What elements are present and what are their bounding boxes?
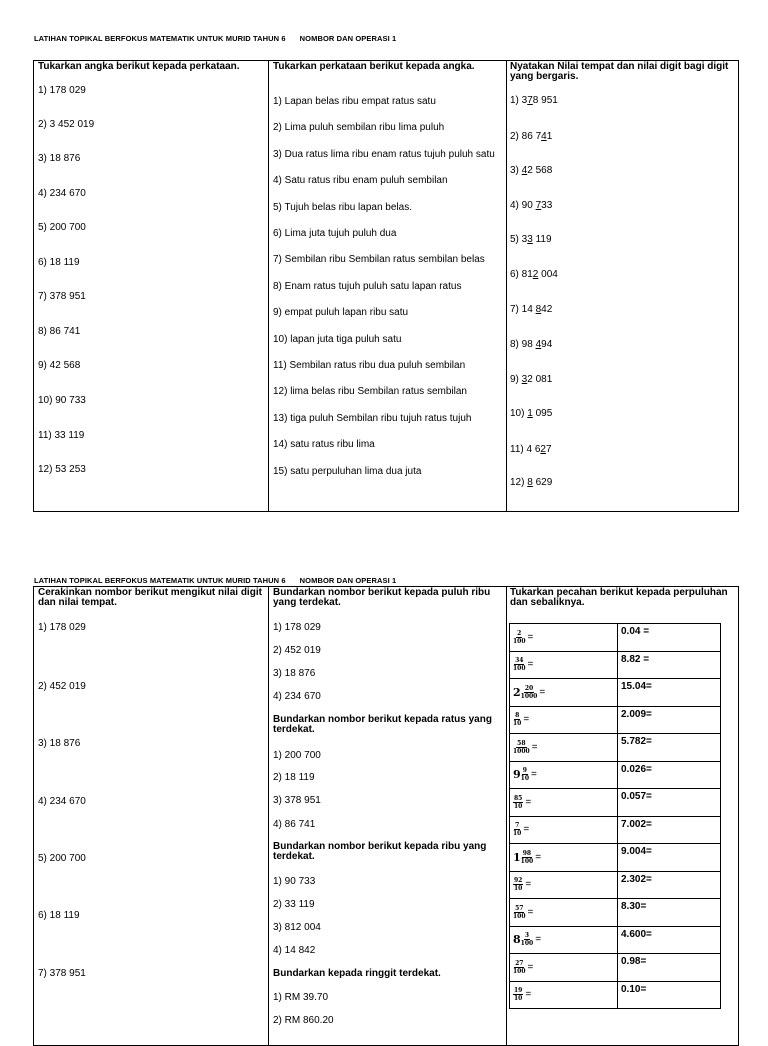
- list-item: 9) 42 568: [38, 360, 81, 371]
- list-item: 9) empat puluh lapan ribu satu: [273, 307, 409, 319]
- list-item: 1) RM 39.70: [273, 992, 329, 1003]
- list-item: 8) 98 494: [510, 339, 553, 350]
- header-topic: NOMBOR DAN OPERASI 1: [299, 34, 397, 43]
- list-item: 4) 234 670: [38, 796, 86, 807]
- fraction: $\frac{57}{100}$: [513, 904, 526, 920]
- list-item: 2) Lima puluh sembilan ribu lima puluh: [273, 122, 445, 134]
- whole-number: 8: [513, 933, 521, 947]
- list-item: 6) Lima juta tujuh puluh dua: [273, 228, 397, 239]
- list-item: 5) Tujuh belas ribu lapan belas.: [273, 201, 412, 213]
- list-item: 1) 90 733: [273, 876, 316, 887]
- list-item: 3) 18 876: [273, 668, 316, 679]
- whole-number: 1: [513, 850, 521, 864]
- fraction-cell: 2 $\frac{20}{1000}$ =: [510, 679, 618, 707]
- fraction-cell: 1 $\frac{98}{100}$ =: [510, 844, 618, 872]
- decimal-cell: 2.302=: [618, 871, 721, 899]
- section-heading: Bundarkan nombor berikut kepada ratus yang terdekat.: [273, 714, 492, 735]
- underlined-digit: 8: [535, 304, 542, 315]
- list-item: 3) 42 568: [510, 165, 553, 176]
- fraction-cell: $\frac{8}{10}$ =: [510, 706, 618, 734]
- section-heading: Bundarkan nombor berikut kepada ribu yang terdekat.: [273, 841, 487, 862]
- list-item: 4) 86 741: [273, 819, 316, 830]
- header-title: LATIHAN TOPIKAL BERFOKUS MATEMATIK UNTUK MURID TAHUN 6: [34, 576, 286, 585]
- table-row: [510, 926, 721, 954]
- list-item: 1) 178 029: [38, 85, 86, 96]
- table-row: [510, 816, 721, 844]
- worksheet-table-1: [33, 60, 739, 512]
- column-divider: [506, 61, 507, 511]
- fraction: $\frac{19}{10}$: [514, 987, 523, 1003]
- list-item: 10) lapan juta tiga puluh satu: [273, 333, 402, 345]
- list-item: 15) satu perpuluhan lima dua juta: [273, 465, 422, 477]
- fraction: $\frac{58}{1000}$: [513, 739, 530, 755]
- list-item: 8) 86 741: [38, 326, 81, 337]
- t2-col1-heading: Cerakinkan nombor berikut mengikut nilai digit dan nilai tempat.: [38, 587, 262, 608]
- list-item: 4) 14 842: [273, 945, 316, 956]
- underlined-digit: 2: [532, 269, 539, 280]
- table-row: [510, 789, 721, 817]
- fraction: $\frac{2}{100}$: [513, 629, 526, 645]
- list-item: 2) 86 741: [510, 131, 553, 142]
- list-item: 4) 234 670: [38, 188, 86, 199]
- fraction-cell: $\frac{7}{10}$ =: [510, 816, 618, 844]
- fraction-cell: $\frac{57}{100}$ =: [510, 899, 618, 927]
- list-item: 11) 33 119: [38, 430, 85, 441]
- list-item: 11) Sembilan ratus ribu dua puluh sembilan: [273, 360, 466, 371]
- table-row: [510, 624, 721, 652]
- fraction-decimal-table: [509, 623, 721, 1009]
- t1-col1-heading: Tukarkan angka berikut kepada perkataan.: [38, 61, 240, 72]
- decimal-cell: 15.04=: [618, 679, 721, 707]
- section-heading: Bundarkan kepada ringgit terdekat.: [273, 968, 441, 979]
- underlined-digit: 3: [521, 374, 528, 385]
- list-item: 5) 200 700: [38, 853, 86, 864]
- list-item: 5) 200 700: [38, 222, 86, 233]
- fraction: $\frac{9}{10}$: [520, 767, 530, 783]
- list-item: 1) 378 951: [510, 95, 558, 106]
- list-item: 7) Sembilan ribu Sembilan ratus sembilan belas: [273, 254, 485, 266]
- table-row: [510, 981, 721, 1009]
- column-divider: [506, 587, 507, 1045]
- list-item: 13) tiga puluh Sembilan ribu tujuh ratus tujuh: [273, 412, 472, 424]
- list-item: 12) lima belas ribu Sembilan ratus sembilan: [273, 386, 467, 398]
- decimal-cell: 0.057=: [618, 789, 721, 817]
- header-title: LATIHAN TOPIKAL BERFOKUS MATEMATIK UNTUK MURID TAHUN 6: [34, 34, 286, 43]
- decimal-cell: 9.004=: [618, 844, 721, 872]
- fraction-cell: $\frac{85}{10}$ =: [510, 789, 618, 817]
- list-item: 8) Enam ratus tujuh puluh satu lapan ratus: [273, 280, 462, 292]
- fraction: $\frac{27}{100}$: [513, 959, 526, 975]
- decimal-cell: 0.10=: [618, 981, 721, 1009]
- list-item: 10) 90 733: [38, 395, 86, 406]
- list-item: 3) 378 951: [273, 795, 321, 806]
- list-item: 11) 4 627: [510, 444, 552, 455]
- list-item: 4) 90 733: [510, 200, 553, 211]
- list-item: 1) 200 700: [273, 750, 321, 761]
- list-item: 7) 378 951: [38, 968, 86, 979]
- underlined-digit: 4: [535, 339, 542, 350]
- list-item: 4) Satu ratus ribu enam puluh sembilan: [273, 175, 448, 187]
- list-item: 7) 14 842: [510, 304, 553, 315]
- list-item: 14) satu ratus ribu lima: [273, 439, 375, 451]
- underlined-digit: 4: [541, 131, 547, 142]
- decimal-cell: 0.98=: [618, 954, 721, 982]
- whole-number: 2: [513, 685, 521, 699]
- table-row: [510, 761, 721, 789]
- list-item: 3) 18 876: [38, 738, 81, 749]
- t2-col3-heading: Tukarkan pecahan berikut kepada perpuluhan dan sebaliknya.: [510, 587, 728, 608]
- underlined-digit: 1: [527, 408, 533, 419]
- fraction-cell: $\frac{92}{10}$ =: [510, 871, 618, 899]
- fraction: $\frac{85}{10}$: [514, 794, 523, 810]
- underlined-digit: 7: [535, 200, 542, 211]
- fraction: $\frac{20}{1000}$: [520, 684, 538, 700]
- list-item: 4) 234 670: [273, 691, 321, 702]
- list-item: 6) 812 004: [510, 269, 558, 280]
- fraction-cell: $\frac{27}{100}$ =: [510, 954, 618, 982]
- underlined-digit: 3: [527, 234, 533, 245]
- table-row: [510, 899, 721, 927]
- list-item: 3) Dua ratus lima ribu enam ratus tujuh puluh satu: [273, 148, 495, 160]
- column-divider: [268, 61, 269, 511]
- table-row: [510, 651, 721, 679]
- t2-col2-heading: Bundarkan nombor berikut kepada puluh ribu yang terdekat.: [273, 587, 491, 608]
- decimal-cell: 8.82 =: [618, 651, 721, 679]
- fraction: $\frac{98}{100}$: [520, 849, 534, 865]
- list-item: 12) 53 253: [38, 464, 86, 475]
- fraction-cell: $\frac{34}{100}$ =: [510, 651, 618, 679]
- decimal-cell: 8.30=: [618, 899, 721, 927]
- column-divider: [268, 587, 269, 1045]
- t1-col2-heading: Tukarkan perkataan berikut kepada angka.: [273, 61, 475, 72]
- list-item: 12) 8 629: [510, 477, 553, 488]
- list-item: 2) 33 119: [273, 899, 315, 910]
- whole-number: 9: [513, 768, 521, 782]
- fraction-cell: 9 $\frac{9}{10}$ =: [510, 761, 618, 789]
- fraction: $\frac{3}{100}$: [520, 932, 534, 948]
- list-item: 2) 18 119: [273, 772, 315, 783]
- fraction: $\frac{7}{10}$: [513, 822, 522, 838]
- decimal-cell: 0.026=: [618, 761, 721, 789]
- underlined-digit: 2: [540, 444, 546, 455]
- list-item: 2) 452 019: [38, 681, 86, 692]
- table-row: [510, 706, 721, 734]
- decimal-cell: 5.782=: [618, 734, 721, 762]
- list-item: 2) RM 860.20: [273, 1015, 334, 1026]
- fraction-cell: $\frac{58}{1000}$ =: [510, 734, 618, 762]
- table-row: [510, 679, 721, 707]
- list-item: 1) Lapan belas ribu empat ratus satu: [273, 96, 436, 107]
- decimal-cell: 2.009=: [618, 706, 721, 734]
- list-item: 3) 18 876: [38, 153, 81, 164]
- underlined-digit: 4: [521, 165, 528, 176]
- list-item: 5) 33 119: [510, 234, 552, 245]
- list-item: 1) 178 029: [38, 622, 86, 633]
- table-row: [510, 734, 721, 762]
- table-row: [510, 871, 721, 899]
- header-2: [34, 576, 396, 585]
- underlined-digit: 8: [527, 477, 533, 488]
- decimal-cell: 7.002=: [618, 816, 721, 844]
- list-item: 9) 32 081: [510, 374, 553, 385]
- list-item: 10) 1 095: [510, 408, 553, 419]
- table-row: [510, 844, 721, 872]
- list-item: 2) 3 452 019: [38, 119, 95, 130]
- fraction: $\frac{34}{100}$: [513, 657, 526, 673]
- list-item: 3) 812 004: [273, 922, 321, 933]
- fraction: $\frac{92}{10}$: [514, 877, 523, 893]
- header-1: [34, 34, 396, 43]
- t1-col3-heading: Nyatakan Nilai tempat dan nilai digit bagi digit yang bergaris.: [510, 61, 729, 82]
- list-item: 1) 178 029: [273, 622, 321, 633]
- fraction-cell: 8 $\frac{3}{100}$ =: [510, 926, 618, 954]
- decimal-cell: 0.04 =: [618, 624, 721, 652]
- fraction-cell: $\frac{2}{100}$ =: [510, 624, 618, 652]
- decimal-cell: 4.600=: [618, 926, 721, 954]
- header-topic: NOMBOR DAN OPERASI 1: [299, 576, 397, 585]
- list-item: 7) 378 951: [38, 291, 86, 302]
- list-item: 6) 18 119: [38, 910, 80, 921]
- list-item: 2) 452 019: [273, 645, 321, 656]
- fraction-cell: $\frac{19}{10}$ =: [510, 981, 618, 1009]
- list-item: 6) 18 119: [38, 257, 80, 268]
- underlined-digit: 7: [527, 95, 533, 106]
- table-row: [510, 954, 721, 982]
- fraction: $\frac{8}{10}$: [513, 712, 522, 728]
